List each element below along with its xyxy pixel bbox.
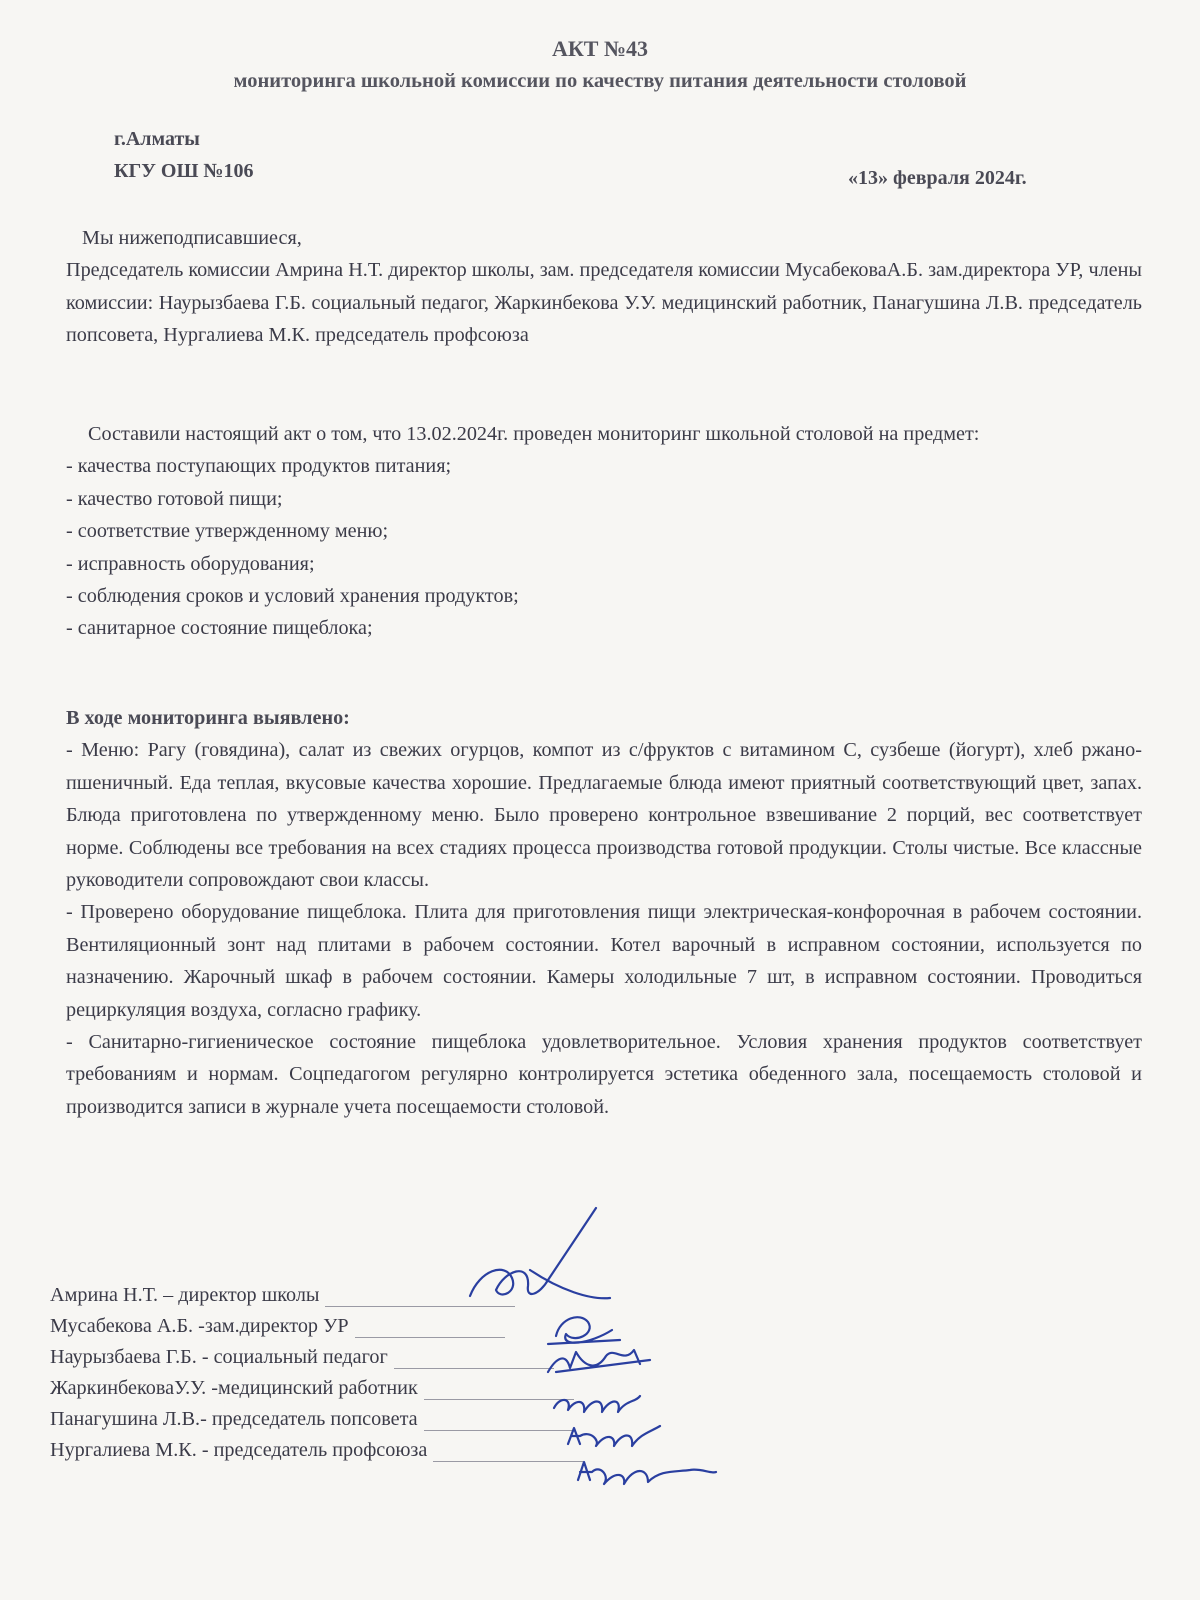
- signatory-label: Нургалиева М.К. - председатель профсоюза: [50, 1439, 428, 1461]
- commission-members: Председатель комиссии Амрина Н.Т. директор школы, зам. председателя комиссии МусабековаА.Б. зам.директора УР, члены комиссии: Наурызбаева Г.Б. социальный педагог, Жаркинбекова У.У. медицинский работник, Панагушина Л.В. председатель попсовета, Нургалиева М.К. председатель профсоюза: [66, 259, 1142, 347]
- signature-line: [394, 1368, 554, 1369]
- signature-row: [50, 1342, 583, 1373]
- list-item: - санитарное состояние пищеблока;: [66, 617, 373, 640]
- act-title: АКТ №43: [551, 36, 649, 61]
- list-item: - качества поступающих продуктов питания;: [66, 455, 452, 478]
- city: г.Алматы: [114, 128, 200, 150]
- list-item: - исправность оборудования;: [66, 552, 315, 575]
- act-subtitle: мониторинга школьной комиссии по качеству питания деятельности столовой: [233, 70, 967, 92]
- intro-section: [66, 222, 1142, 352]
- findings-heading: В ходе мониторинга выявлено:: [66, 707, 350, 729]
- signature-row: [50, 1280, 583, 1311]
- composed-text: Составили настоящий акт о том, что 13.02.2024г. проведен мониторинг школьной столовой на предмет:: [88, 423, 980, 445]
- signature-line: [325, 1306, 515, 1307]
- signatory-label: Мусабекова А.Б. -зам.директор УР: [50, 1315, 349, 1337]
- signature-row: [50, 1373, 583, 1404]
- list-item: - качество готовой пищи;: [66, 487, 283, 510]
- findings-paragraph: - Проверено оборудование пищеблока. Плита для приготовления пищи электрическая-конфорочная в рабочем состоянии. Вентиляционный зонт над плитами в рабочем состоянии. Котел варочный в исправном состоянии, используется по назначению. Жарочный шкаф в рабочем состоянии. Камеры холодильные 7 шт, в исправном состоянии. Проводиться рециркуляция воздуха, согласно графику.: [66, 901, 1142, 1021]
- signature-line: [424, 1399, 574, 1400]
- signature-line: [424, 1430, 574, 1431]
- composed-section: [66, 418, 1142, 645]
- intro-lead: Мы нижеподписавшиеся,: [82, 227, 302, 249]
- signature-line: [433, 1461, 583, 1462]
- signatory-label: Амрина Н.Т. – директор школы: [50, 1284, 320, 1306]
- signatory-label: Наурызбаева Г.Б. - социальный педагог: [50, 1346, 388, 1368]
- list-item: - соответствие утвержденному меню;: [66, 520, 389, 543]
- signature-line: [355, 1337, 505, 1338]
- act-date: «13» февраля 2024г.: [848, 167, 1027, 189]
- signature-row: [50, 1311, 583, 1342]
- findings-paragraph: - Меню: Рагу (говядина), салат из свежих огурцов, компот из с/фруктов с витамином С, сузбеше (йогурт), хлеб ржано-пшеничный. Еда теплая, вкусовые качества хорошие. Предлагаемые блюда имеют приятный соответствующий цвет, запах. Блюда приготовлена по утвержденному меню. Было проверено контрольное взвешивание 2 порций, вес соответствует норме. Соблюдены все требования на всех стадиях процесса производства готовой продукции. Столы чистые. Все классные руководители сопровождают свои классы.: [66, 739, 1142, 892]
- list-item: - соблюдения сроков и условий хранения продуктов;: [66, 585, 519, 608]
- signature-row: [50, 1404, 583, 1435]
- signature-mark: [578, 1462, 716, 1484]
- findings-paragraph: - Санитарно-гигиеническое состояние пищеблока удовлетворительное. Условия хранения продуктов соответствует требованиям и нормам. Соцпедагогом регулярно контролируется эстетика обеденного зала, посещаемость столовой и производится записи в журнале учета посещаемости столовой.: [66, 1031, 1142, 1118]
- signatory-label: ЖаркинбековаУ.У. -медицинский работник: [50, 1377, 418, 1399]
- signature-block: [50, 1280, 583, 1466]
- school-name: КГУ ОШ №106: [114, 160, 254, 182]
- signature-row: [50, 1435, 583, 1466]
- findings-section: [66, 702, 1142, 1123]
- signatory-label: Панагушина Л.В.- председатель попсовета: [50, 1408, 418, 1430]
